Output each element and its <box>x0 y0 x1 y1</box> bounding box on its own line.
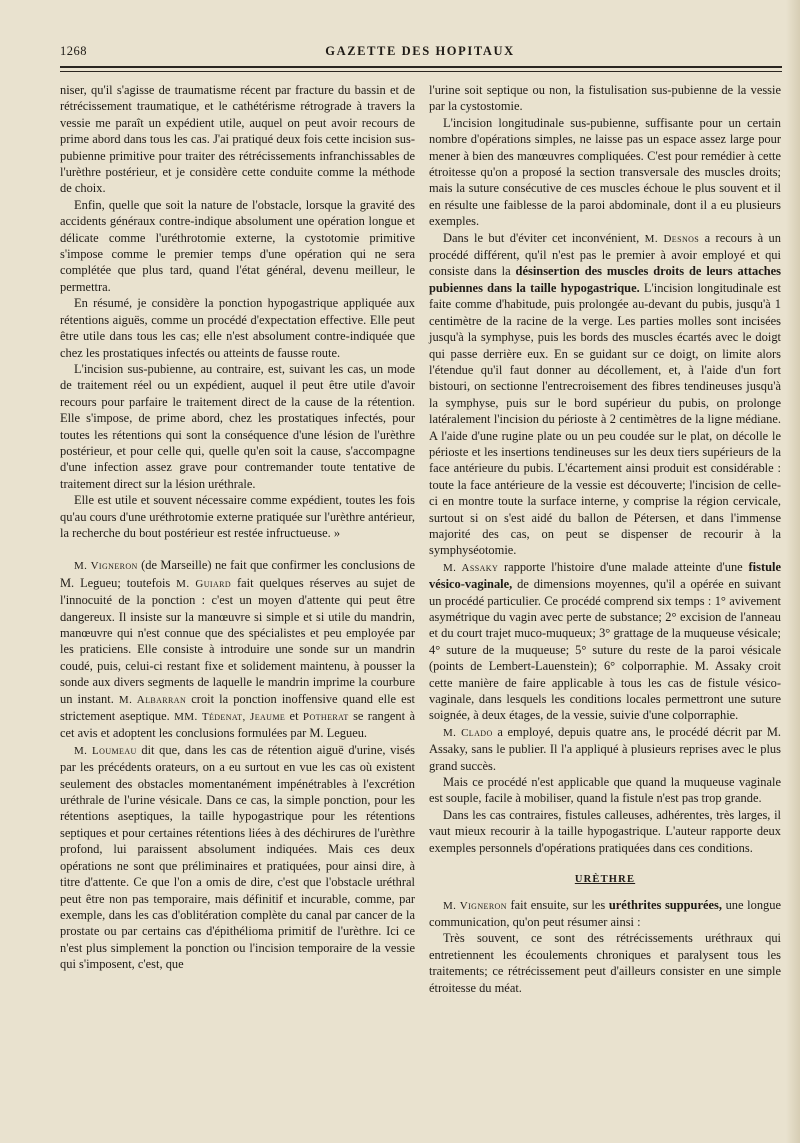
paragraph-text: L'incision longitudinale est faite comme d'habitude, puis prolongée au-devant du pubis, jusqu'à 1 centimètre de la racine de la verge. Les parties molles sont incisées jusqu'à la symphyse, puis les bords des muscles écartés avec le doigt qui passe derrière eux. En se guidant sur ce doigt, on limite alors l'étendue qu'il faut donner au décollement, et, à l'aide d'un fort bistouri, on sectionne l'entrecroisement des fibres tendineuses jusqu'à la symphyse, puis sur le bord supérieur du pubis, on prolonge latéralement l'incision du périoste à 2 centimètres de la ligne médiane. A l'aide d'une rugine plate ou un peu coudée sur le plat, on décolle le périoste et les insertions tendineuses sur les deux tiers supérieurs de la face antérieure du pubis. L'écartement ainsi produit est considérable : toute la face antérieure de la vessie est découverte; l'incision de celle-ci en montre toute la surface interne, y comprise la région cervicale, surtout si on s'est aidé du ballon de Pétersen, et dans l'immense majorité des cas, on peut se dispenser de recourir à la symphyséotomie. <box>429 280 781 558</box>
emphasis-text: fistule vésico-vaginale, <box>429 559 781 592</box>
paragraph-text: se rangent à cet avis et adoptent les conclusions formulées par M. Legueu. <box>60 709 416 741</box>
paragraph-text: et <box>285 709 303 724</box>
paragraph-text: (de Marseille) ne fait que confirmer les conclusions de M. Legueu; toutefois <box>60 558 415 590</box>
speaker-name: M. Clado <box>443 726 493 739</box>
speaker-name: Potherat <box>302 711 349 724</box>
paragraph-text: fait ensuite, sur les <box>506 897 609 912</box>
speaker-name: M. Loumeau <box>74 744 137 757</box>
emphasis-text: uréthrites suppurées, <box>608 897 722 912</box>
paragraph <box>429 724 781 774</box>
paragraph <box>429 897 781 931</box>
paragraph-text: a recours à un procédé différent, qu'il n'est pas le premier à avoir employé et qui consiste dans la <box>429 230 781 279</box>
speaker-name: MM. Tédenat, Jeaume <box>174 711 286 724</box>
paragraph-text: rapporte l'histoire d'une malade atteinte d'une <box>498 559 749 574</box>
paragraph <box>429 230 781 559</box>
speaker-name: M. Vigneron <box>443 899 507 912</box>
page-edge-shadow <box>786 0 800 1143</box>
running-title: GAZETTE DES HOPITAUX <box>325 44 515 58</box>
right-column <box>429 82 781 996</box>
paragraph: En résumé, je considère la ponction hypogastrique appliquée aux rétentions aiguës, comme un procédé d'expectation effective. Elle peut être utile dans tous les cas; elle n'est absolument contre-indiquée que chez les prostatiques infectés ou atteints de fausse route. <box>60 296 415 360</box>
paragraph-text: fait quelques réserves au sujet de l'innocuité de la ponction : c'est un moyen d'attente qui peut être dangereux. Il insiste sur la manœuvre si simple et si utile du mandrin, manœuvre qui n'est connue que des spécialistes et peu employée par les praticiens. Elle consiste à introduire une sonde sur un mandrin coudé, puis, celui-ci restant fixe et solidement maintenu, à pousser la sonde aux divers segments de laquelle le mandrin imprime la courbure un instant. <box>60 575 415 706</box>
paragraph-text: Dans le but d'éviter cet inconvénient, <box>443 230 645 245</box>
page-header <box>60 44 780 64</box>
paragraph: L'incision longitudinale sus-pubienne, suffisante pour un certain nombre d'opérations simples, ne laisse pas un espace assez large pour mener à bien des manœuvres compliquées. C'est pour remédier à cette étroitesse qu'on a proposé la section transversale des muscles droits; mais la suture consécutive de ces muscles échoue le plus souvent et il en résulte une faiblesse de la paroi abdominale, dont il a eu plusieurs exemples. <box>429 115 781 229</box>
paragraph: Elle est utile et souvent nécessaire comme expédient, toutes les fois qu'au cours d'une uréthrotomie externe pratiquée sur l'urèthre antérieur, la recherche du bout postérieur est restée infructueuse. » <box>60 493 415 540</box>
speaker-name: M. Vigneron <box>74 560 138 573</box>
paragraph-text: une longue communication, qu'on peut résumer ainsi : <box>429 897 781 929</box>
paragraph-text: croit la ponction inoffensive quand elle est strictement aseptique. <box>60 691 415 724</box>
paragraph <box>60 557 415 741</box>
paragraph: Très souvent, ce sont des rétrécissements uréthraux qui entretiennent les écoulements chroniques et paralysent tous les traitements; ce rétrécissement peut d'ailleurs consister en une simple étroitesse du méat. <box>429 931 781 995</box>
paragraph-text: de dimensions moyennes, qu'il a opérée en suivant un procédé particulier. Ce procédé comprend six temps : 1° avivement asymétrique du vagin avec perte de substance; 2° excision de l'anneau et du court trajet muco-muqueux; 3° grattage de la muqueuse vésicale; 4° suture de la muqueuse; 5° suture du reste de la paroi vésicale (points de Lembert-Lauenstein); 6° colporraphie. M. Assaky croit cette manière de faire applicable à tous les cas de fistule vésico-vaginale, dans lesquels les conditions locales permettront une suture soignée, à deux étages, de la vessie, suivie d'une colporraphie. <box>429 577 781 723</box>
page-number: 1268 <box>60 44 87 58</box>
left-column <box>60 82 415 973</box>
paragraph: L'incision sus-pubienne, au contraire, est, suivant les cas, un mode de traitement réel ou un expédient, auquel il peut être utile d'avoir recours pour parfaire le traitement direct de la cause de la rétention. Elle s'impose, de prime abord, chez les prostatiques infectés, pour toutes les rétentions qui sont la conséquence d'une lésion de l'urèthre postérieur, et pour celle qui, quelle qu'en soit la cause, s'accompagne d'une infection assez grave pour contremander toute tentative de traitement direct sur la lésion uréthrale. <box>60 361 415 491</box>
speaker-name: M. Desnos <box>644 232 700 245</box>
paragraph-text: a employé, depuis quatre ans, le procédé décrit par M. Assaky, sans le publier. Il l'a appliqué à plusieurs reprises avec le plus grand succès. <box>429 724 781 773</box>
section-heading: URÈTHRE <box>574 874 636 886</box>
header-rule-thick <box>60 66 782 68</box>
paragraph: l'urine soit septique ou non, la fistulisation sus-pubienne de la vessie par la cystostomie. <box>429 83 781 114</box>
speaker-name: M. Guiard <box>176 577 232 590</box>
paragraph: Enfin, quelle que soit la nature de l'obstacle, lorsque la gravité des accidents généraux contre-indique absolument une opération longue et délicate comme l'uréthrotomie externe, la cystotomie primitive s'impose comme le premier temps d'une opération qui ne sera complétée que plus tard, quand l'état général, devenu meilleur, le permettra. <box>60 197 415 294</box>
paragraph: niser, qu'il s'agisse de traumatisme récent par fracture du bassin et de rétrécissement traumatique, et le cathétérisme rétrograde à travers la vessie me paraît un expédient utile, auquel on peut avoir recours de prime abord dans tous les cas. J'ai pratiqué deux fois cette incision sus-pubienne primitive pour traiter des rétrécissements infranchissables de l'urèthre postérieur, et je considère cette conduite comme la méthode de choix. <box>60 83 415 196</box>
paragraph: Dans les cas contraires, fistules calleuses, adhérentes, très larges, il vaut mieux recourir à la taille hypogastrique. L'auteur rapporte deux exemples personnels d'opérations pratiquées dans ces conditions. <box>429 807 781 855</box>
paragraph: Mais ce procédé n'est applicable que quand la muqueuse vaginale est souple, facile à mobiliser, quand la fistule n'est pas trop grande. <box>429 775 781 806</box>
paragraph <box>429 559 781 724</box>
paragraph <box>60 742 415 973</box>
speaker-name: M. Albarran <box>118 693 187 706</box>
emphasis-text: désinsertion des muscles droits de leurs attaches pubiennes dans la taille hypogastrique. <box>429 264 782 295</box>
header-rule-thin <box>60 71 782 72</box>
speaker-name: M. Assaky <box>443 561 499 574</box>
paragraph-text: dit que, dans les cas de rétention aiguë d'urine, visés par les précédents orateurs, on a eu surtout en vue les cas où existent seulement des obstacles momentanément impénétrables à l'excrétion uréthrale de l'urine vésicale. Dans ce cas, la simple ponction, pour les rétentions aseptiques, la taille hypogastrique pour les rétentions septiques et pour certaines rétentions liées à des déchirures de l'urèthre profond, lui paraissent absolument indiquées. Mais ces deux opérations ne sont que préliminaires et pratiquées, pour ainsi dire, à titre d'attente. Ce que l'on a omis de dire, c'est que l'obstacle uréthral peut être non pas temporaire, mais définitif et incurable, comme, par exemple, dans les cas d'oblitération complète du canal par cancer de la prostate ou par certains cas d'épithélioma primitif de l'urèthre. Ici ce n'est plus simplement la ponction ou l'incision temporaire de la vessie qui s'imposent, c'est, que <box>60 742 416 972</box>
